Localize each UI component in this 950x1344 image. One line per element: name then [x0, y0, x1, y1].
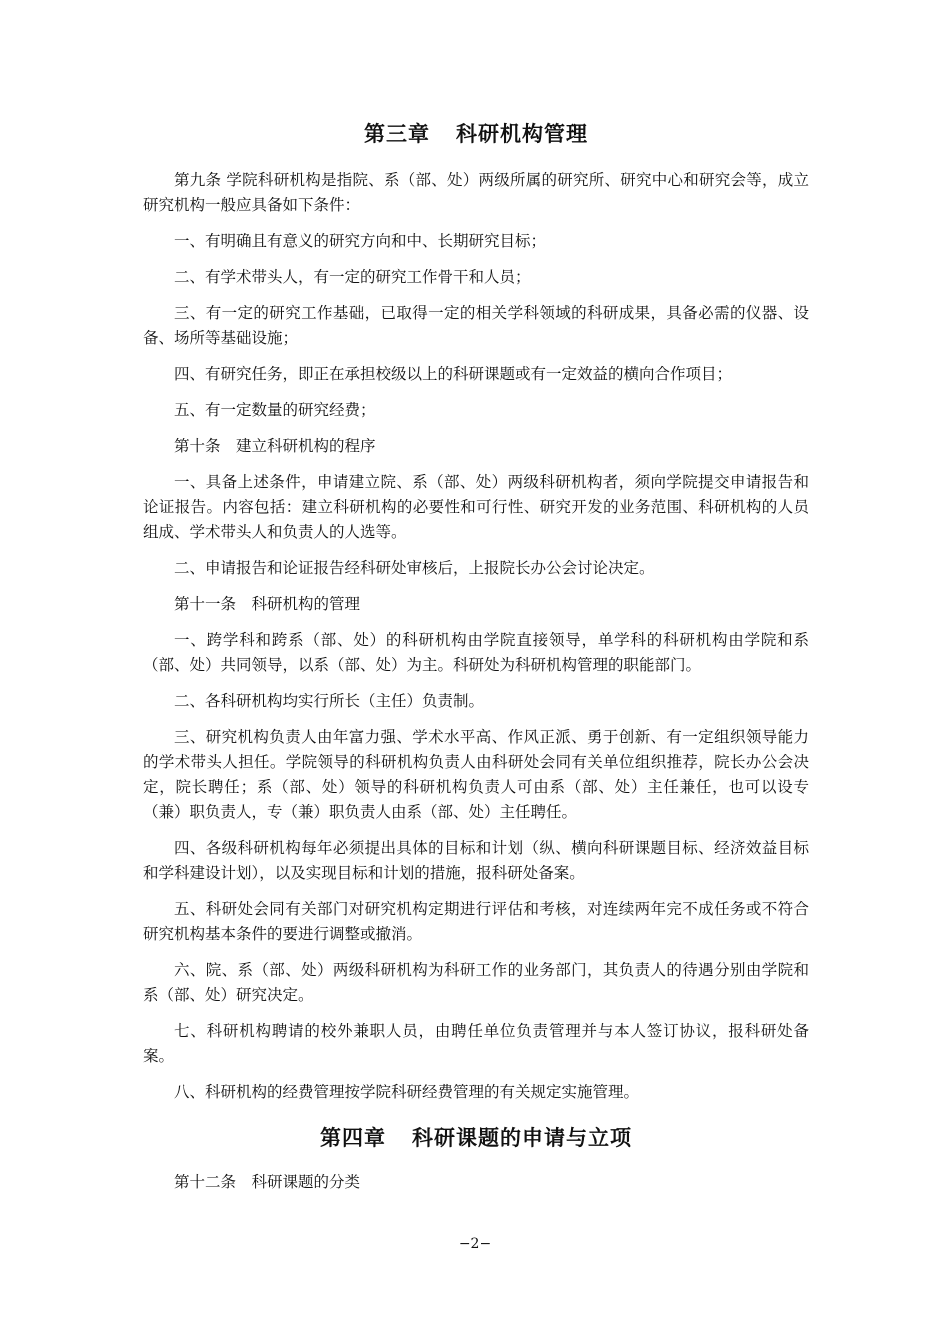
article-9-paragraph: 第九条 学院科研机构是指院、系（部、处）两级所属的研究所、研究中心和研究会等，成立研究机构一般应具备如下条件：	[143, 171, 809, 214]
article-11-item-7: 七、科研机构聘请的校外兼职人员，由聘任单位负责管理并与本人签订协议，报科研处备案。	[143, 1022, 809, 1065]
chapter-3-heading	[143, 112, 809, 156]
article-10-item-2: 二、申请报告和论证报告经科研处审核后，上报院长办公会讨论决定。	[174, 559, 655, 577]
article-11-item-5: 五、科研处会同有关部门对研究机构定期进行评估和考核，对连续两年完不成任务或不符合研究机构基本条件的要进行调整或撤消。	[143, 900, 809, 943]
article-11-item-3: 三、研究机构负责人由年富力强、学术水平高、作风正派、勇于创新、有一定组织领导能力的学术带头人担任。学院领导的科研机构负责人由科研处会同有关单位组织推荐，院长办公会决定，院长聘任；系（部、处）领导的科研机构负责人可由系（部、处）主任兼任，也可以设专（兼）职负责人，专（兼）职负责人由系（部、处）主任聘任。	[143, 728, 809, 821]
article-11-item-2: 二、各科研机构均实行所长（主任）负责制。	[174, 692, 485, 710]
page-number: −2−	[458, 1236, 492, 1252]
chapter-3-number: 第三章	[364, 122, 430, 146]
chapter-3-title: 科研机构管理	[456, 122, 588, 146]
article-9-item-3: 三、有一定的研究工作基础，已取得一定的相关学科领域的科研成果，具备必需的仪器、设备、场所等基础设施；	[143, 304, 809, 347]
article-11-heading: 第十一条 科研机构的管理	[174, 595, 361, 613]
article-9-item-5: 五、有一定数量的研究经费；	[174, 401, 376, 419]
article-11-item-6: 六、院、系（部、处）两级科研机构为科研工作的业务部门，其负责人的待遇分别由学院和系（部、处）研究决定。	[143, 961, 809, 1004]
article-9-item-1: 一、有明确且有意义的研究方向和中、长期研究目标；	[174, 232, 547, 250]
article-10-heading: 第十条 建立科研机构的程序	[174, 437, 376, 455]
article-11-item-1: 一、跨学科和跨系（部、处）的科研机构由学院直接领导，单学科的科研机构由学院和系（部、处）共同领导，以系（部、处）为主。科研处为科研机构管理的职能部门。	[143, 631, 809, 674]
page-content	[143, 112, 809, 1206]
chapter-4-title: 科研课题的申请与立项	[412, 1126, 632, 1150]
article-9-item-4: 四、有研究任务，即正在承担校级以上的科研课题或有一定效益的横向合作项目；	[174, 365, 733, 383]
chapter-4-heading	[143, 1116, 809, 1160]
article-12-heading: 第十二条 科研课题的分类	[174, 1173, 361, 1191]
article-10-item-1: 一、具备上述条件，申请建立院、系（部、处）两级科研机构者，须向学院提交申请报告和论证报告。内容包括：建立科研机构的必要性和可行性、研究开发的业务范围、科研机构的人员组成、学术带头人和负责人的人选等。	[143, 473, 809, 541]
article-11-item-4: 四、各级科研机构每年必须提出具体的目标和计划（纵、横向科研课题目标、经济效益目标和学科建设计划），以及实现目标和计划的措施，报科研处备案。	[143, 839, 809, 882]
chapter-4-number: 第四章	[320, 1126, 386, 1150]
article-9-item-2: 二、有学术带头人，有一定的研究工作骨干和人员；	[174, 268, 531, 286]
article-11-item-8: 八、科研机构的经费管理按学院科研经费管理的有关规定实施管理。	[174, 1083, 640, 1101]
